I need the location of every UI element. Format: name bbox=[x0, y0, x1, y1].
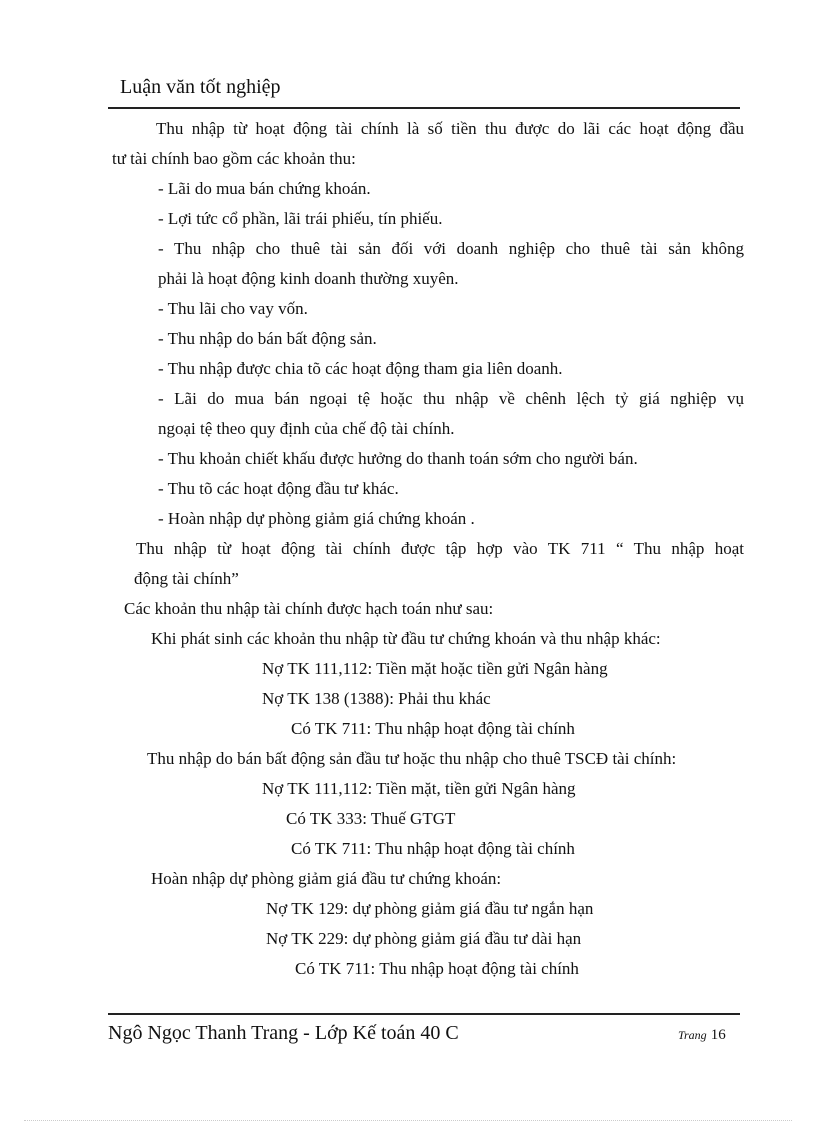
page-label: Trang bbox=[678, 1028, 707, 1042]
list-item: - Lãi do mua bán chứng khoán. bbox=[158, 179, 371, 198]
footer-author: Ngô Ngọc Thanh Trang - Lớp Kế toán 40 C bbox=[108, 1022, 459, 1044]
header-rule bbox=[108, 107, 740, 109]
journal-entry: Có TK 711: Thu nhập hoạt động tài chính bbox=[291, 719, 575, 738]
collect-line-1: Thu nhập từ hoạt động tài chính được tập hợp vào TK 711 “ Thu nhập hoạt bbox=[136, 539, 744, 558]
list-item: - Hoàn nhập dự phòng giảm giá chứng khoán . bbox=[158, 509, 475, 528]
intro-line-1: Thu nhập từ hoạt động tài chính là số tiền thu được do lãi các hoạt động đầu bbox=[156, 119, 744, 138]
journal-entry: Nợ TK 111,112: Tiền mặt hoặc tiền gửi Ngân hàng bbox=[262, 659, 608, 678]
journal-entry: Có TK 711: Thu nhập hoạt động tài chính bbox=[295, 959, 579, 978]
list-item: - Thu lãi cho vay vốn. bbox=[158, 299, 308, 318]
accounting-heading: Các khoản thu nhập tài chính được hạch toán như sau: bbox=[124, 599, 494, 618]
list-item: - Lợi tức cổ phần, lãi trái phiếu, tín phiếu. bbox=[158, 209, 443, 228]
page-number bbox=[678, 1027, 726, 1044]
intro-line-2: tư tài chính bao gồm các khoản thu: bbox=[112, 149, 356, 168]
journal-entry: Nợ TK 138 (1388): Phải thu khác bbox=[262, 689, 491, 708]
list-item-continuation: ngoại tệ theo quy định của chế độ tài chính. bbox=[158, 419, 455, 438]
journal-entry: Có TK 333: Thuế GTGT bbox=[286, 809, 456, 828]
collect-line-2: động tài chính” bbox=[134, 569, 239, 588]
case3-heading: Hoàn nhập dự phòng giảm giá đầu tư chứng khoán: bbox=[151, 869, 502, 888]
list-item: - Thu nhập do bán bất động sản. bbox=[158, 329, 377, 348]
list-item: - Thu khoản chiết khấu được hưởng do thanh toán sớm cho người bán. bbox=[158, 449, 638, 468]
journal-entry: Nợ TK 229: dự phòng giảm giá đầu tư dài hạn bbox=[266, 929, 582, 948]
case2-heading: Thu nhập do bán bất động sản đầu tư hoặc thu nhập cho thuê TSCĐ tài chính: bbox=[147, 749, 677, 768]
journal-entry: Có TK 711: Thu nhập hoạt động tài chính bbox=[291, 839, 575, 858]
case1-heading: Khi phát sinh các khoản thu nhập từ đầu tư chứng khoán và thu nhập khác: bbox=[151, 629, 661, 648]
list-item: - Thu nhập cho thuê tài sản đối với doanh nghiệp cho thuê tài sản không bbox=[158, 239, 744, 258]
header-title: Luận văn tốt nghiệp bbox=[120, 76, 281, 98]
page-edge-dots bbox=[24, 1120, 792, 1121]
journal-entry: Nợ TK 129: dự phòng giảm giá đầu tư ngắn hạn bbox=[266, 899, 594, 918]
list-item: - Thu tõ các hoạt động đầu tư khác. bbox=[158, 479, 399, 498]
list-item: - Thu nhập được chia tõ các hoạt động tham gia liên doanh. bbox=[158, 359, 563, 378]
list-item-continuation: phải là hoạt động kinh doanh thường xuyên. bbox=[158, 269, 459, 288]
page-number-value: 16 bbox=[710, 1027, 726, 1043]
journal-entry: Nợ TK 111,112: Tiền mặt, tiền gửi Ngân hàng bbox=[262, 779, 576, 798]
footer-rule bbox=[108, 1013, 740, 1015]
list-item: - Lãi do mua bán ngoại tệ hoặc thu nhập về chênh lệch tỷ giá nghiệp vụ bbox=[158, 389, 744, 408]
